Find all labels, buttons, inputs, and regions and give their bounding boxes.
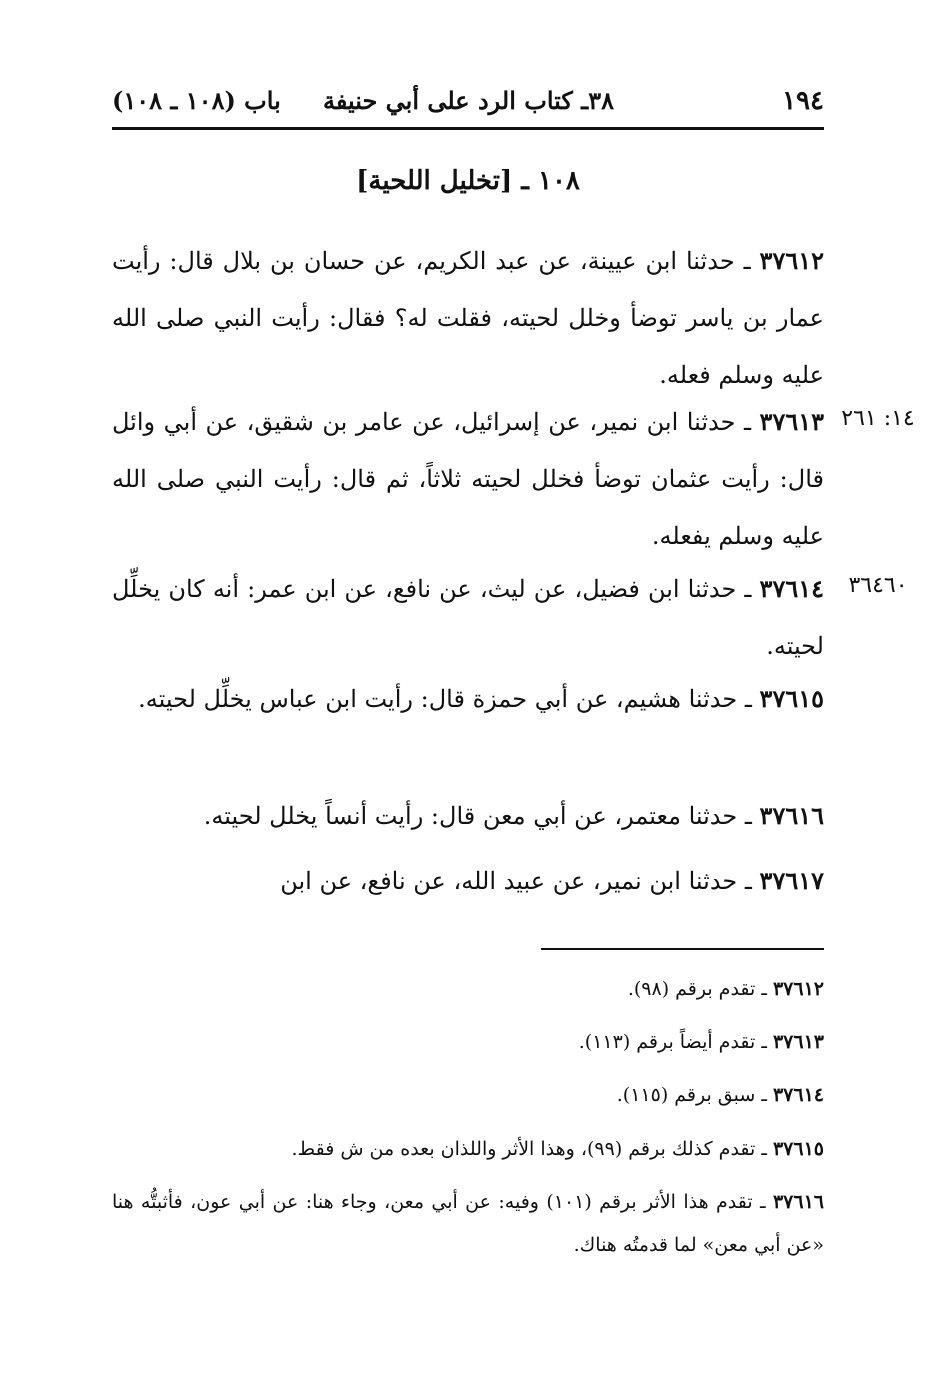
footnote bbox=[112, 1021, 824, 1064]
footnote-number: ٣٧٦١٥ bbox=[772, 1138, 824, 1160]
hadith-paragraph bbox=[112, 787, 824, 845]
margin-reference: ٣٦٤٦٠ bbox=[848, 573, 908, 598]
footnote-number: ٣٧٦١٤ bbox=[772, 1084, 824, 1106]
footnote-text: ـ سبق برقم (١١٥). bbox=[616, 1084, 767, 1106]
hadith-number: ٣٧٦١٢ bbox=[759, 246, 824, 275]
running-header bbox=[112, 82, 824, 122]
footnote bbox=[112, 1074, 824, 1117]
hadith-paragraph bbox=[112, 393, 824, 565]
hadith-number: ٣٧٦١٤ bbox=[759, 574, 824, 603]
hadith-paragraph bbox=[112, 560, 824, 675]
hadith-number: ٣٧٦١٦ bbox=[759, 801, 824, 830]
footnote-number: ٣٧٦١٦ bbox=[772, 1191, 824, 1213]
footnote-separator bbox=[541, 948, 824, 950]
hadith-text: ـ حدثنا معتمر، عن أبي معن قال: رأيت أنساً يخلل لحيته. bbox=[203, 802, 752, 830]
hadith-text: ـ حدثنا هشيم، عن أبي حمزة قال: رأيت ابن عباس يخلِّل لحيته. bbox=[138, 685, 752, 713]
page-number: ١٩٤ bbox=[782, 86, 824, 116]
hadith-text: ـ حدثنا ابن فضيل، عن ليث، عن نافع، عن ابن عمر: أنه كان يخلِّل لحيته. bbox=[112, 575, 824, 660]
chapter-range: باب (١٠٨ ـ ١٠٨) bbox=[112, 86, 281, 115]
footnote-text: ـ تقدم هذا الأثر برقم (١٠١) وفيه: عن أبي معن، وجاء هنا: عن أبي عون، فأثبتُّه هنا «عن أبي معن» لما قدمتُه هناك. bbox=[112, 1191, 824, 1256]
hadith-paragraph bbox=[112, 670, 824, 728]
footnote-text: ـ تقدم كذلك برقم (٩٩)، وهذا الأثر واللذان بعده من ش فقط. bbox=[291, 1138, 767, 1160]
footnote-number: ٣٧٦١٣ bbox=[772, 1031, 824, 1053]
hadith-text: ـ حدثنا ابن نمير، عن عبيد الله، عن نافع، عن ابن bbox=[280, 867, 752, 895]
hadith-text: ـ حدثنا ابن عيينة، عن عبد الكريم، عن حسان بن بلال قال: رأيت عمار بن ياسر توضأ وخلل لحيته، فقلت له؟ فقال: رأيت النبي صلى الله عليه وسلم فعله. bbox=[112, 247, 824, 389]
hadith-number: ٣٧٦١٣ bbox=[759, 407, 824, 436]
hadith-paragraph bbox=[112, 852, 824, 910]
footnote bbox=[112, 1181, 824, 1267]
hadith-number: ٣٧٦١٥ bbox=[759, 684, 824, 713]
footnote-text: ـ تقدم برقم (٩٨). bbox=[627, 978, 767, 1000]
footnote bbox=[112, 968, 824, 1011]
hadith-text: ـ حدثنا ابن نمير، عن إسرائيل، عن عامر بن شقيق، عن أبي وائل قال: رأيت عثمان توضأ فخلل لحيته ثلاثاً، ثم قال: رأيت النبي صلى الله عليه وسلم يفعله. bbox=[112, 408, 824, 550]
chapter-heading: ١٠٨ ـ [تخليل اللحية] bbox=[356, 166, 580, 196]
footnote bbox=[112, 1128, 824, 1171]
margin-reference: ١٤: ٢٦١ bbox=[841, 406, 915, 431]
footnote-text: ـ تقدم أيضاً برقم (١١٣). bbox=[578, 1031, 767, 1053]
hadith-paragraph bbox=[112, 232, 824, 404]
book-title: ٣٨ـ كتاب الرد على أبي حنيفة bbox=[322, 86, 614, 115]
footnote-number: ٣٧٦١٢ bbox=[772, 978, 824, 1000]
header-rule bbox=[112, 127, 824, 130]
hadith-number: ٣٧٦١٧ bbox=[759, 866, 824, 895]
